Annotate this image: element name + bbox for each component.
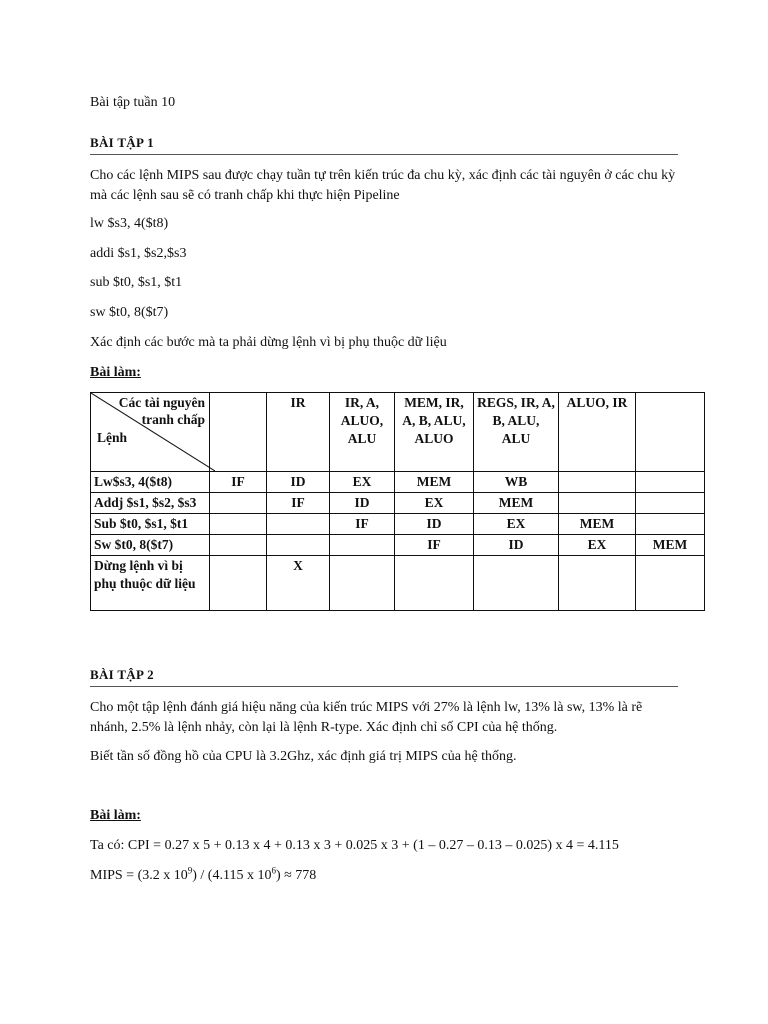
instruction-3: sub $t0, $s1, $t1	[90, 275, 183, 290]
document-title: Bài tập tuần 10	[90, 95, 176, 110]
table-header: IR	[267, 393, 330, 472]
table-header	[210, 393, 267, 472]
instruction-4: sw $t0, 8($t7)	[90, 305, 169, 320]
row-label: Dừng lệnh vì bị phụ thuộc dữ liệu	[91, 556, 210, 611]
exercise-1-intro: Cho các lệnh MIPS sau được chạy tuần tự trên kiến trúc đa chu kỳ, xác định các tài nguyên ở các chu kỳ mà các lệnh sau sẽ có tranh chấp khi thực hiện Pipeline	[90, 168, 676, 203]
table-cell: ID	[474, 535, 559, 556]
table-cell	[636, 556, 705, 611]
table-header: ALUO, IR	[559, 393, 636, 472]
mips-formula	[90, 866, 316, 886]
table-cell: IF	[330, 514, 395, 535]
table-cell	[636, 472, 705, 493]
exercise-1-answer-label: Bài làm:	[90, 365, 141, 380]
table-cell	[636, 514, 705, 535]
instruction-1: lw $s3, 4($t8)	[90, 216, 169, 231]
mips-exponent-1: 9	[187, 865, 193, 876]
table-header	[636, 393, 705, 472]
row-label: Addj $s1, $s2, $s3	[91, 493, 210, 514]
mips-part-1: MIPS = (3.2 x 10	[90, 868, 188, 883]
table-cell: WB	[474, 472, 559, 493]
table-cell	[210, 493, 267, 514]
exercise-1-heading: BÀI TẬP 1	[90, 134, 678, 155]
table-cell: ID	[395, 514, 474, 535]
table-cell	[267, 535, 330, 556]
table-cell	[559, 472, 636, 493]
table-cell	[395, 556, 474, 611]
exercise-2-heading: BÀI TẬP 2	[90, 666, 678, 687]
instruction-2: addi $s1, $s2,$s3	[90, 246, 187, 261]
table-cell	[474, 556, 559, 611]
table-corner-cell	[91, 393, 210, 472]
corner-top-label: Các tài nguyên tranh chấp	[118, 395, 205, 427]
table-cell	[210, 535, 267, 556]
table-cell	[210, 556, 267, 611]
table-cell: MEM	[395, 472, 474, 493]
pipeline-table	[90, 392, 705, 611]
row-label: Sub $t0, $s1, $t1	[91, 514, 210, 535]
mips-part-3: ) ≈ 778	[275, 868, 317, 883]
table-cell: EX	[395, 493, 474, 514]
corner-bottom-label: Lệnh	[97, 430, 128, 445]
table-cell	[559, 493, 636, 514]
table-row	[91, 556, 705, 611]
table-row	[91, 493, 705, 514]
table-header: MEM, IR, A, B, ALU, ALUO	[395, 393, 474, 472]
table-cell: EX	[330, 472, 395, 493]
table-cell: IF	[210, 472, 267, 493]
table-header: IR, A, ALUO, ALU	[330, 393, 395, 472]
table-cell: IF	[267, 493, 330, 514]
table-row	[91, 535, 705, 556]
table-cell: EX	[559, 535, 636, 556]
table-cell	[210, 514, 267, 535]
table-header: REGS, IR, A, B, ALU, ALU	[474, 393, 559, 472]
row-label: Lw$s3, 4($t8)	[91, 472, 210, 493]
table-cell: X	[267, 556, 330, 611]
row-label: Sw $t0, 8($t7)	[91, 535, 210, 556]
table-cell: ID	[267, 472, 330, 493]
exercise-2-paragraph-1: Cho một tập lệnh đánh giá hiệu năng của kiến trúc MIPS với 27% là lệnh lw, 13% là sw, 13% là rẽ nhánh, 2.5% là lệnh nhảy, còn lại là lệnh R-type. Xác định chỉ số CPI của hệ thống.	[90, 700, 643, 735]
cpi-formula: Ta có: CPI = 0.27 x 5 + 0.13 x 4 + 0.13 x 3 + 0.025 x 3 + (1 – 0.27 – 0.13 – 0.025) x 4 = 4.115	[90, 838, 619, 853]
exercise-1-question: Xác định các bước mà ta phải dừng lệnh vì bị phụ thuộc dữ liệu	[90, 335, 447, 350]
mips-exponent-2: 6	[271, 865, 276, 876]
table-cell	[636, 493, 705, 514]
table-cell: MEM	[474, 493, 559, 514]
table-cell	[267, 514, 330, 535]
table-cell: EX	[474, 514, 559, 535]
table-row	[91, 472, 705, 493]
table-cell	[330, 535, 395, 556]
exercise-2-answer-label: Bài làm:	[90, 808, 141, 823]
table-cell	[559, 556, 636, 611]
exercise-2-paragraph-2: Biết tần số đồng hồ của CPU là 3.2Ghz, xác định giá trị MIPS của hệ thống.	[90, 749, 517, 764]
table-header-row	[91, 393, 705, 472]
mips-part-2: ) / (4.115 x 10	[192, 868, 272, 883]
table-cell: MEM	[559, 514, 636, 535]
table-row	[91, 514, 705, 535]
table-cell	[330, 556, 395, 611]
table-cell: MEM	[636, 535, 705, 556]
table-cell: IF	[395, 535, 474, 556]
table-cell: ID	[330, 493, 395, 514]
